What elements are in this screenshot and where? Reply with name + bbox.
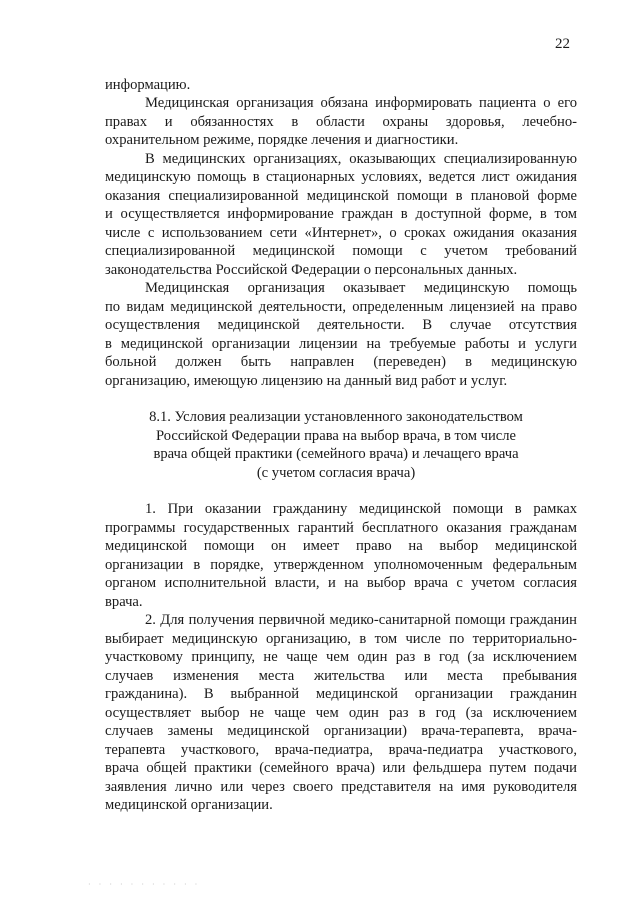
section-heading-line: Российской Федерации права на выбор врача, в том числе — [155, 428, 517, 444]
list-item-line: органом исполнительной власти, и на выбор врача с учетом согласия — [105, 575, 577, 591]
list-item-line: медицинской помощи он имеет право на выбор медицинской — [105, 538, 577, 554]
list-item-line: участковому принципу, не чаще чем один раз в год (за исключением — [105, 649, 577, 665]
paragraph-line: Медицинская организация оказывает медицинскую помощь — [145, 280, 577, 296]
list-item-line: выбирает медицинскую организацию, в том числе по территориально- — [105, 631, 577, 647]
paragraph-line: в медицинской организации лицензии на требуемые работы и услуги — [105, 336, 577, 352]
paragraph-line: специализированной медицинской помощи с учетом требований — [105, 243, 577, 259]
list-item-line: 1. При оказании гражданину медицинской помощи в рамках — [145, 501, 577, 517]
list-item-line: 2. Для получения первичной медико-санитарной помощи гражданин — [145, 612, 577, 628]
paragraph-line: организацию, имеющую лицензию на данный вид работ и услуг. — [105, 373, 508, 389]
section-heading-line: 8.1. Условия реализации установленного законодательством — [149, 409, 523, 425]
list-item-line: врача общей практики (семейного врача) или фельдшера путем подачи — [105, 760, 577, 776]
paragraph-line: правах и обязанностях в области охраны здоровья, лечебно- — [105, 114, 577, 130]
paragraph-line: оказания специализированной медицинской помощи в плановой форме — [105, 188, 577, 204]
paragraph-line: осуществления медицинской деятельности. В случае отсутствия — [105, 317, 577, 333]
list-item-line: врача. — [105, 594, 143, 610]
paragraph-line: числе с использованием сети «Интернет», о сроках ожидания оказания — [105, 225, 577, 241]
list-item-line: медицинской организации. — [105, 797, 273, 813]
paragraph-line: Медицинская организация обязана информировать пациента о его — [145, 95, 577, 111]
paragraph-line: информацию. — [105, 77, 191, 93]
list-item-line: терапевта участкового, врача-педиатра, врача-педиатра участкового, — [105, 742, 577, 758]
list-item-line: гражданина). В выбранной медицинской организации гражданин — [105, 686, 577, 702]
paragraph-line: и осуществляется информирование граждан в доступной форме, в том — [105, 206, 577, 222]
paragraph-line: законодательства Российской Федерации о персональных данных. — [105, 262, 518, 278]
paragraph-line: по видам медицинской деятельности, определенным лицензией на право — [105, 299, 577, 315]
list-item-line: организации в порядке, утвержденном уполномоченным федеральным — [105, 557, 577, 573]
list-item-line: осуществляет выбор не чаще чем один раз в год (за исключением — [105, 705, 577, 721]
list-item-line: заявления лично или через своего представителя на имя руководителя — [105, 779, 577, 795]
paragraph-line: медицинскую помощь в стационарных условиях, ведется лист ожидания — [105, 169, 577, 185]
paragraph-line: В медицинских организациях, оказывающих специализированную — [145, 151, 577, 167]
section-heading-line: врача общей практики (семейного врача) и лечащего врача — [153, 446, 519, 462]
section-heading-line: (с учетом согласия врача) — [256, 465, 416, 481]
scan-noise: · · · · · · · · · · · — [88, 880, 201, 889]
list-item-line: случаев замены медицинской организации) врача-терапевта, врача- — [105, 723, 577, 739]
page-number: 22 — [555, 36, 570, 52]
list-item-line: программы государственных гарантий бесплатного оказания гражданам — [105, 520, 577, 536]
paragraph-line: больной должен быть направлен (переведен) в медицинскую — [105, 354, 577, 370]
paragraph-line: охранительном режиме, порядке лечения и диагностики. — [105, 132, 459, 148]
list-item-line: случаев изменения места жительства или места пребывания — [105, 668, 577, 684]
